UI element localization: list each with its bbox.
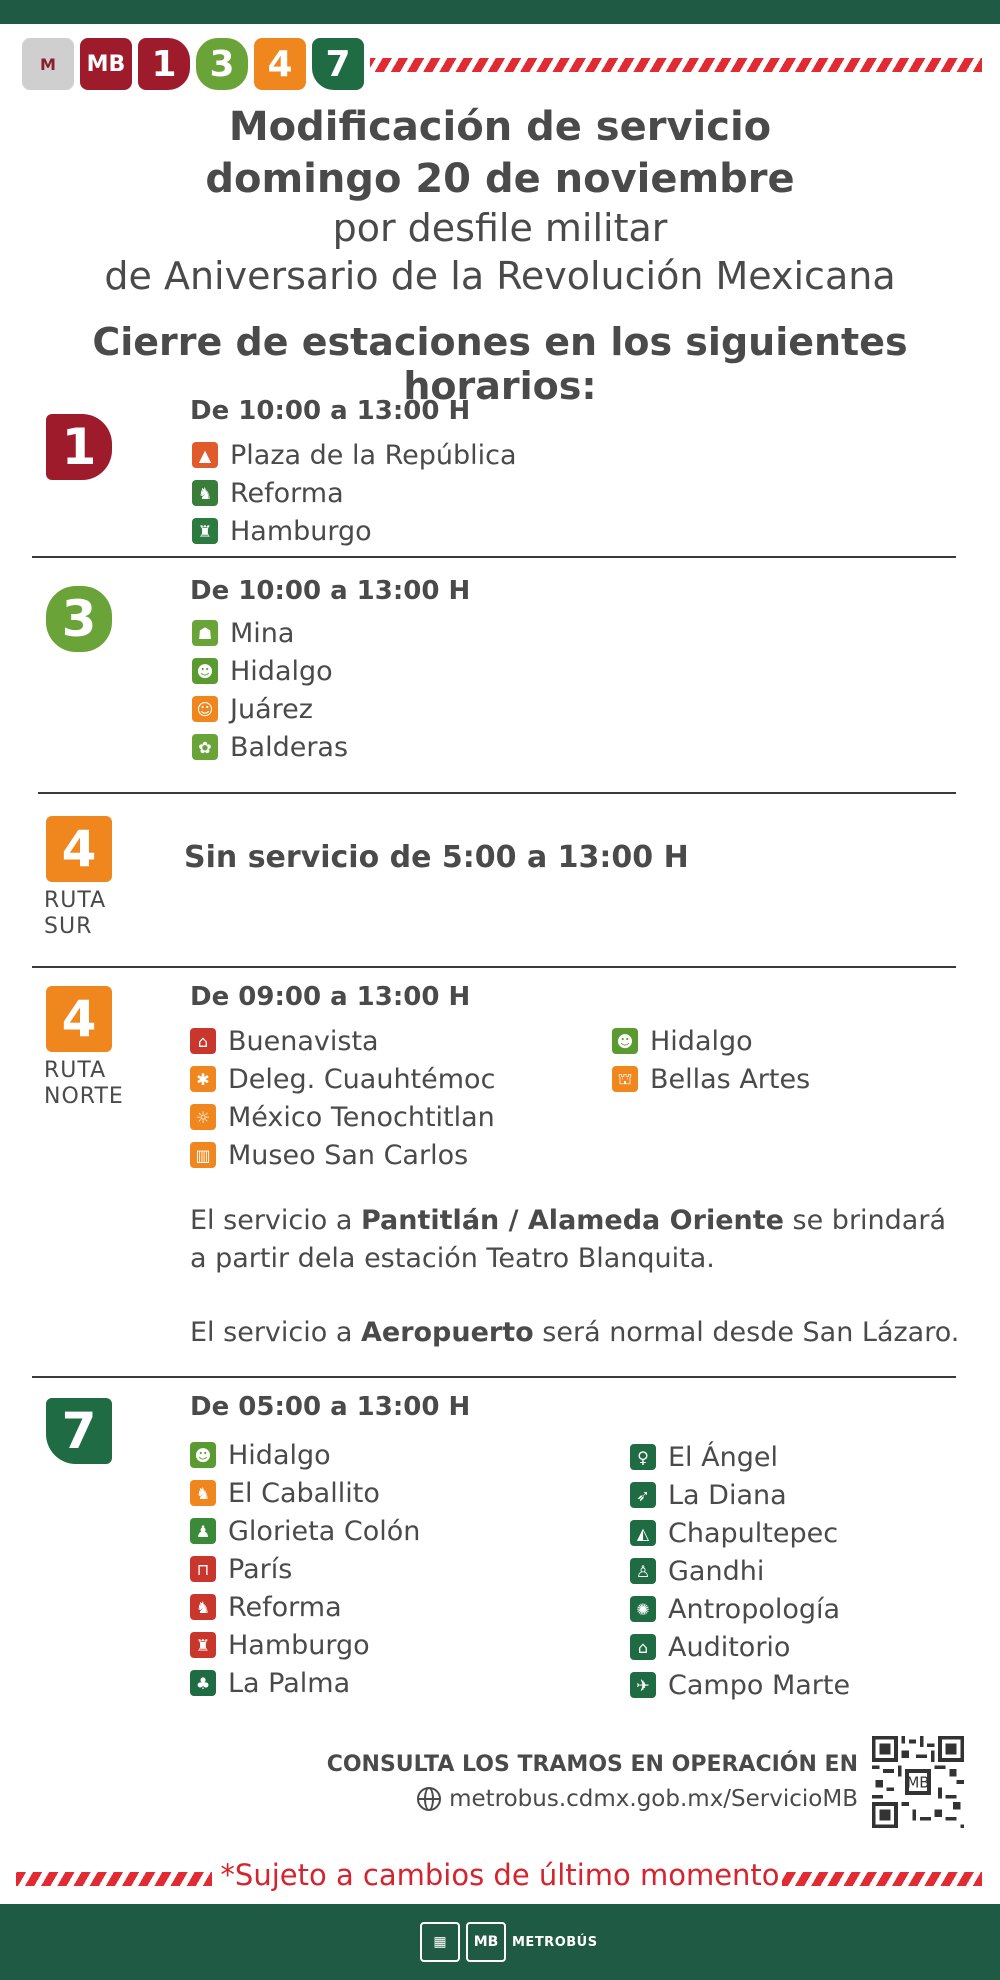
- list-item: [190, 1138, 468, 1172]
- note-text: será normal desde San Lázaro.: [533, 1317, 960, 1348]
- station-icon: ♞: [190, 1594, 216, 1620]
- station-icon: ☻: [190, 1442, 216, 1468]
- list-item: [190, 1438, 331, 1472]
- service-url-text[interactable]: metrobus.cdmx.gob.mx/ServicioMB: [449, 1786, 858, 1812]
- list-item: [192, 616, 294, 650]
- list-item: [612, 1024, 753, 1058]
- note-text: a partir dela estación Teatro Blanquita.: [190, 1243, 715, 1274]
- footer-logo: [420, 1922, 598, 1962]
- list-item: [190, 1590, 342, 1624]
- cdmx-logo-icon: M: [22, 38, 74, 90]
- list-item: [192, 692, 313, 726]
- station-icon: ✺: [630, 1596, 656, 1622]
- station-name: Reforma: [228, 1591, 342, 1623]
- station-icon: ♀: [630, 1444, 656, 1470]
- station-icon: ☻: [612, 1028, 638, 1054]
- list-item: [192, 514, 372, 548]
- station-name: Balderas: [230, 731, 349, 763]
- station-name: Buenavista: [228, 1025, 379, 1057]
- list-item: [630, 1554, 764, 1588]
- station-icon: ☼: [190, 1104, 216, 1130]
- top-band: [0, 0, 1000, 24]
- metrobus-wordmark: METROBÚS: [512, 1934, 598, 1950]
- line-1-badge: 1: [46, 414, 112, 480]
- station-name: Hidalgo: [230, 655, 333, 687]
- station-name: Hamburgo: [230, 515, 372, 547]
- station-icon: ✈: [630, 1672, 656, 1698]
- station-name: Hidalgo: [228, 1439, 331, 1471]
- note-text: El servicio a: [190, 1317, 361, 1348]
- station-name: Campo Marte: [668, 1669, 851, 1701]
- station-name: Reforma: [230, 477, 344, 509]
- station-icon: ⌂: [630, 1634, 656, 1660]
- consulta-label: CONSULTA LOS TRAMOS EN OPERACIÓN EN: [326, 1752, 858, 1777]
- qr-code-icon[interactable]: [872, 1736, 964, 1828]
- service-url-link[interactable]: [417, 1786, 858, 1812]
- line-3-badge: 3: [46, 586, 112, 652]
- list-item: [192, 476, 344, 510]
- note-text: El servicio a: [190, 1205, 361, 1236]
- divider: [32, 1376, 956, 1378]
- list-item: [190, 1666, 350, 1700]
- station-icon: ♜: [190, 1632, 216, 1658]
- line-4-sur-badge: 4: [46, 816, 112, 882]
- station-icon: ◭: [630, 1520, 656, 1546]
- ruta-direction: SUR: [44, 914, 93, 939]
- list-item: [190, 1100, 495, 1134]
- station-name: Bellas Artes: [650, 1063, 811, 1095]
- station-icon: ♟: [190, 1518, 216, 1544]
- globe-icon: [417, 1787, 441, 1811]
- list-item: [190, 1628, 370, 1662]
- service-note-pantitlan: [190, 1202, 946, 1278]
- line-7-hours: De 05:00 a 13:00 H: [190, 1392, 471, 1422]
- note-text: se brindará: [783, 1205, 946, 1236]
- station-icon: ♞: [190, 1480, 216, 1506]
- line-4-norte-hours: De 09:00 a 13:00 H: [190, 982, 471, 1012]
- line-1-hours: De 10:00 a 13:00 H: [190, 396, 471, 426]
- station-name: Hamburgo: [228, 1629, 370, 1661]
- station-name: Plaza de la República: [230, 439, 517, 471]
- svg-text:MB: MB: [906, 1774, 930, 1792]
- station-name: Glorieta Colón: [228, 1515, 421, 1547]
- header-logos: [22, 38, 364, 90]
- title-line-2: domingo 20 de noviembre: [205, 156, 795, 202]
- station-name: Mina: [230, 617, 295, 649]
- station-name: Auditorio: [668, 1631, 791, 1663]
- list-item: [630, 1668, 850, 1702]
- station-name: Museo San Carlos: [228, 1139, 469, 1171]
- station-icon: ♜: [192, 518, 218, 544]
- line-4-norte-badge: 4: [46, 986, 112, 1052]
- station-name: La Palma: [228, 1667, 351, 1699]
- line-7-badge: 7: [46, 1398, 112, 1464]
- decorative-stripe: [370, 58, 982, 72]
- station-icon: ♣: [190, 1670, 216, 1696]
- station-name: Juárez: [230, 693, 313, 725]
- ruta-sur-label: [44, 888, 106, 940]
- divider: [38, 792, 956, 794]
- station-name: La Diana: [668, 1479, 787, 1511]
- list-item: [190, 1062, 495, 1096]
- station-icon: ▥: [190, 1142, 216, 1168]
- station-name: Deleg. Cuauhtémoc: [228, 1063, 496, 1095]
- line-4-sur-notice: Sin servicio de 5:00 a 13:00 H: [184, 840, 689, 875]
- list-item: [192, 654, 333, 688]
- line-7-logo: 7: [312, 38, 364, 90]
- list-item: [192, 730, 348, 764]
- station-icon: ♙: [630, 1558, 656, 1584]
- station-icon: ☺: [192, 696, 218, 722]
- line-3-logo: 3: [196, 38, 248, 90]
- station-name: El Ángel: [668, 1441, 778, 1473]
- ruta-direction: NORTE: [44, 1084, 124, 1109]
- list-item: [190, 1552, 292, 1586]
- station-name: Antropología: [668, 1593, 841, 1625]
- list-item: [192, 438, 517, 472]
- list-item: [630, 1478, 787, 1512]
- station-icon: ✱: [190, 1066, 216, 1092]
- ruta-label: RUTA: [44, 1058, 107, 1083]
- divider: [32, 966, 956, 968]
- station-icon: ☗: [192, 620, 218, 646]
- section-title: Cierre de estaciones en los siguientes horarios:: [92, 320, 908, 408]
- station-name: México Tenochtitlan: [228, 1101, 495, 1133]
- note-destination: Aeropuerto: [360, 1317, 534, 1348]
- station-name: Chapultepec: [668, 1517, 839, 1549]
- list-item: [190, 1514, 420, 1548]
- station-name: París: [228, 1553, 293, 1585]
- subtitle-line-2: de Aniversario de la Revolución Mexicana: [104, 254, 896, 298]
- line-3-hours: De 10:00 a 13:00 H: [190, 576, 471, 606]
- list-item: [630, 1630, 790, 1664]
- station-icon: ♞: [192, 480, 218, 506]
- metrobus-logo-icon: MB: [466, 1922, 506, 1962]
- list-item: [630, 1516, 838, 1550]
- divider: [32, 556, 956, 558]
- list-item: [190, 1476, 380, 1510]
- disclaimer-text: *Sujeto a cambios de último momento: [220, 1858, 780, 1892]
- list-item: [190, 1024, 379, 1058]
- title-line-1: Modificación de servicio: [228, 104, 772, 150]
- station-name: Hidalgo: [650, 1025, 753, 1057]
- station-icon: ✿: [192, 734, 218, 760]
- station-icon: ⊓: [190, 1556, 216, 1582]
- ruta-label: RUTA: [44, 888, 107, 913]
- list-item: [630, 1592, 840, 1626]
- station-name: Gandhi: [668, 1555, 765, 1587]
- line-1-logo: 1: [138, 38, 190, 90]
- station-icon: ▲: [192, 442, 218, 468]
- metrobus-logo-icon: MB: [80, 38, 132, 90]
- subtitle-line-1: por desfile militar: [332, 206, 668, 250]
- cdmx-logo-icon: ▦: [420, 1922, 460, 1962]
- note-destination: Pantitlán / Alameda Oriente: [360, 1205, 784, 1236]
- station-icon: ☻: [192, 658, 218, 684]
- ruta-norte-label: [44, 1058, 124, 1110]
- service-note-aeropuerto: [190, 1314, 959, 1352]
- station-icon: ➶: [630, 1482, 656, 1508]
- station-icon: ⌂: [190, 1028, 216, 1054]
- list-item: [630, 1440, 778, 1474]
- line-4-logo: 4: [254, 38, 306, 90]
- station-name: El Caballito: [228, 1477, 380, 1509]
- station-icon: ⛫: [612, 1066, 638, 1092]
- list-item: [612, 1062, 810, 1096]
